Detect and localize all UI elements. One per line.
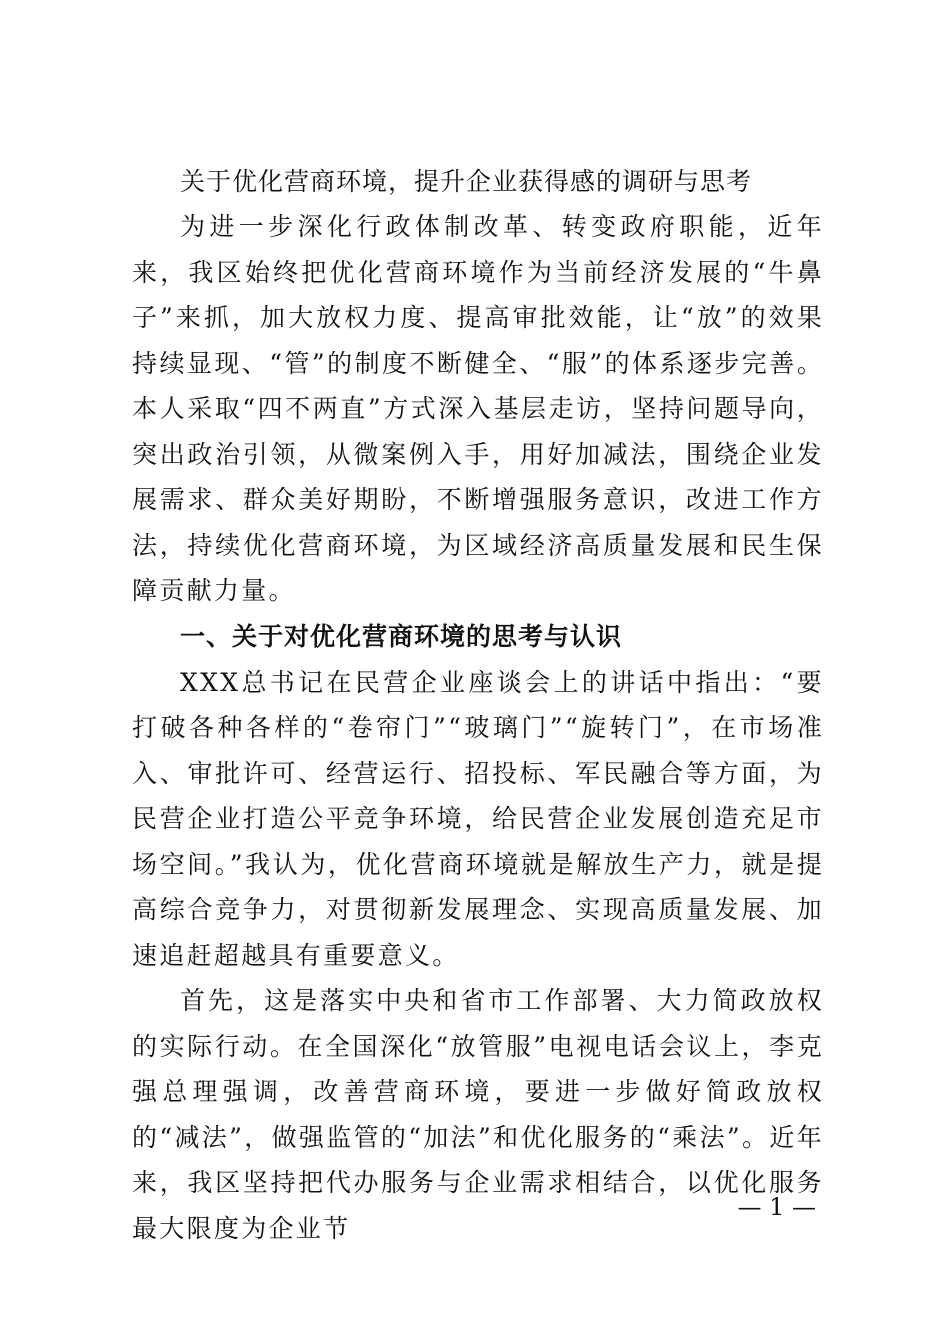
section-heading: 一、关于对优化营商环境的思考与认识 (180, 621, 623, 651)
page-number: — 1 — (737, 1193, 816, 1221)
section-paragraph: XXX总书记在民营企业座谈会上的讲话中指出：“要打破各种各样的“卷帘门”“玻璃门”“旋转门”，在市场准入、审批许可、经营运行、招投标、军民融合等方面，为民营企业打造公平竞争环境，给民营企业发展创造充足市场空间。”我认为，优化营商环境就是解放生产力，就是提高综合竞争力，对贯彻新发展理念、实现高质量发展、加速追赶超越具有重要意义。 (132, 667, 824, 970)
document-body (132, 164, 824, 1251)
intro-paragraph: 为进一步深化行政体制改革、转变政府职能，近年来，我区始终把优化营商环境作为当前经济发展的“牛鼻子”来抓，加大放权力度、提高审批效能，让“放”的效果持续显现、“管”的制度不断健全、“服”的体系逐步完善。本人采取“四不两直”方式深入基层走访，坚持问题导向，突出政治引领，从微案例入手，用好加减法，围绕企业发展需求、群众美好期盼，不断增强服务意识，改进工作方法，持续优化营商环境，为区域经济高质量发展和民生保障贡献力量。 (132, 212, 824, 605)
section-paragraph: 首先，这是落实中央和省市工作部署、大力简政放权的实际行动。在全国深化“放管服”电视电话会议上，李克强总理强调，改善营商环境，要进一步做好简政放权的“减法”，做强监管的“加法”和优化服务的“乘法”。近年来，我区坚持把代办服务与企业需求相结合，以优化服务最大限度为企业节 (132, 986, 824, 1243)
document-title: 关于优化营商环境，提升企业获得感的调研与思考 (180, 167, 753, 196)
